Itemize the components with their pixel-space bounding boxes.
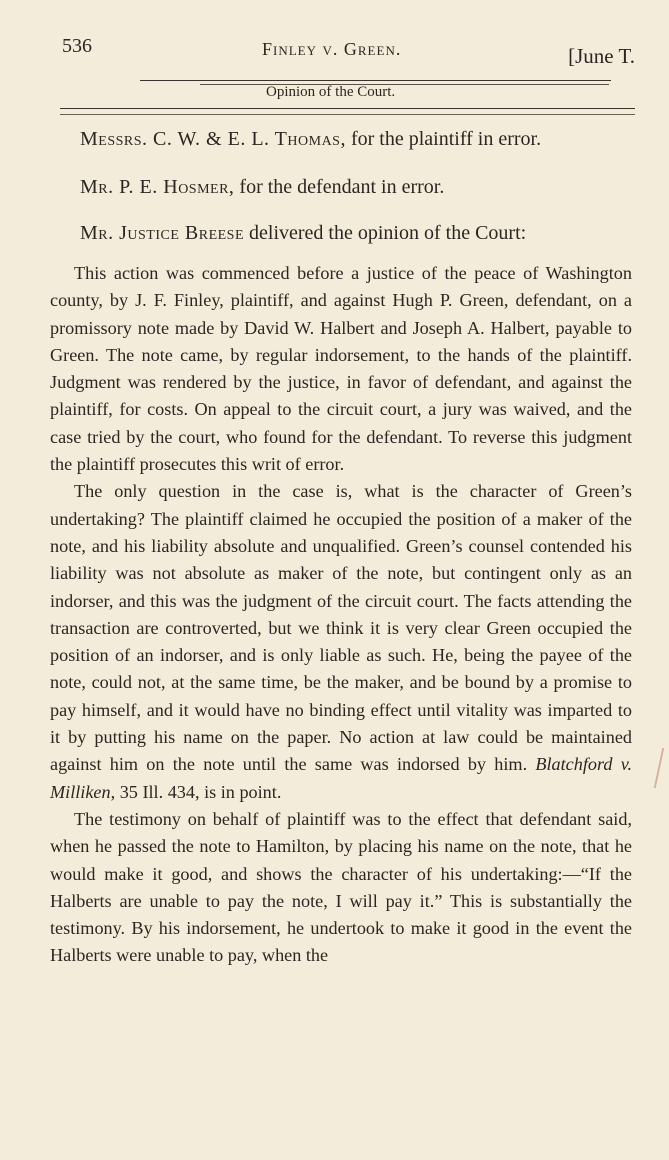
page-header: [62, 32, 635, 72]
section-rule: [60, 108, 635, 109]
counsel-plaintiff-name: Messrs. C. W. & E. L. Thomas,: [80, 128, 346, 150]
counsel-defendant-role: for the defendant in error.: [234, 176, 445, 198]
running-title: Finley v. Green.: [262, 39, 402, 59]
page-number: 536: [62, 35, 92, 57]
opinion-body: [50, 260, 632, 970]
section-rule-thin: [60, 114, 635, 115]
margin-pencil-mark: [636, 748, 665, 788]
paragraph-2-text: The only question in the case is, what is the character of Green’s undertaking? The plaintiff claimed he occupied the position of a maker of the note, and his liability absolute and unqualified. Green’s counsel contended his liability was not absolute as maker of the note, but contingent only as an indorser, and this was the judgment of the circuit court. The facts attending the transaction are controverted, but we think it is very clear Green occupied the position of an indorser, and is only liable as such. He, being the payee of the note, could not, at the same time, be the maker, and be bound by a promise to pay himself, and it would have no binding effect until vitality was imparted to it by putting his name on the paper. No action at law could be maintained against him on the note until the same was indorsed by him.: [50, 481, 632, 775]
paragraph-2: [50, 478, 632, 806]
counsel-plaintiff-role: for the plaintiff in error.: [345, 128, 542, 150]
paragraph-1: This action was commenced before a justice of the peace of Washington county, by J. F. Finley, plaintiff, and against Hugh P. Green, defendant, on a promissory note made by David W. Halbert and Joseph A. Halbert, payable to Green. The note came, by regular indorsement, to the hands of the plaintiff. Judgment was rendered by the justice, in favor of defendant, and against the plaintiff, for costs. On appeal to the circuit court, a jury was waived, and the case tried by the court, who found for the defendant. To reverse this judgment the plaintiff prosecutes this writ of error.: [50, 263, 632, 475]
header-rule: [140, 80, 611, 81]
case-citation-ref: , 35 Ill. 434, is in point.: [110, 781, 282, 802]
opinion-author-role: delivered the opinion of the Court:: [244, 222, 527, 244]
opinion-author: [80, 222, 526, 245]
counsel-plaintiff: [80, 128, 541, 151]
counsel-defendant-name: Mr. P. E. Hosmer,: [80, 176, 235, 198]
section-label: Opinion of the Court.: [266, 84, 396, 100]
header-rule-thin: [200, 84, 609, 85]
term-label: [June T.: [568, 44, 635, 68]
counsel-defendant: [80, 176, 444, 199]
paragraph-3: The testimony on behalf of plaintiff was to the effect that defendant said, when he passed the note to Hamilton, by placing his name on the note, that he would make it good, and shows the character of his undertaking:—“If the Halberts are unable to pay the note, I will pay it.” This is substantially the testimony. By his indorsement, he undertook to make it good in the event the Halberts were unable to pay, when the: [50, 808, 632, 966]
case-citation-name: Blatchford v. Milliken: [50, 754, 632, 802]
opinion-author-name: Mr. Justice Breese: [80, 222, 245, 244]
